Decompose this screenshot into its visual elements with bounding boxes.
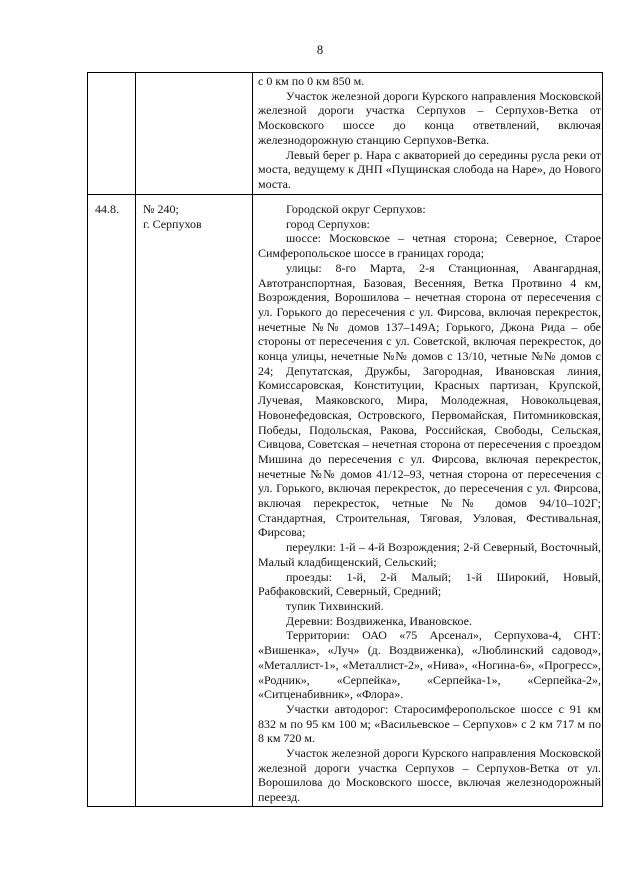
row-divider <box>87 194 603 195</box>
row-2-paragraph-7: тупик Тихвинский. <box>286 598 384 613</box>
row-2-paragraph-6: проезды: 1-й, 2-й Малый; 1-й Широкий, Новый, Рабфаковский, Северный, Средний; <box>258 569 601 599</box>
table-row <box>258 74 601 192</box>
row-2-paragraph-2: город Серпухов: <box>286 216 370 231</box>
table-border-bottom <box>87 806 603 807</box>
column-divider-1 <box>135 72 136 807</box>
column-divider-2 <box>252 72 253 807</box>
table-border-left <box>87 72 88 807</box>
district-cell <box>143 202 249 231</box>
page-number: 8 <box>316 43 324 57</box>
row-2-paragraph-1: Городской округ Серпухов: <box>286 202 426 216</box>
row-2-paragraph-5: переулки: 1-й – 4-й Возрождения; 2-й Северный, Восточный, Малый кладбищенский, Сельский; <box>258 540 601 569</box>
table-border-right <box>602 72 603 807</box>
row-2-paragraph-3: шоссе: Московское – четная сторона; Северное, Старое Симферопольское шоссе в границах города; <box>258 231 601 261</box>
district-town: г. Серпухов <box>143 216 202 231</box>
row-2-paragraph-9: Территории: ОАО «75 Арсенал», Серпухова-4, СНТ: «Вишенка», «Луч» (д. Воздвиженка), «Люблинский садовод», «Металлист-1», «Металлист-2», «Нива», «Ногина-6», «Прогресс», «Родник», «Серпейка», «Серпейка-1», «Серпейка-2», «Ситценабивник», «Флора». <box>258 628 601 702</box>
row-2-paragraph-11: Участок железной дороги Курского направления Московской железной дороги участка Серпухов – Серпухов-Ветка от ул. Ворошилова до Московского шоссе, включая железнодорожный переезд. <box>258 746 601 805</box>
row-1-paragraph-3: Левый берег р. Нара с акваторией до середины русла реки от моста, ведущему к ДНП «Пущинская слобода на Наре», до Нового моста. <box>258 147 601 191</box>
row-1-paragraph-1: с 0 км по 0 км 850 м. <box>258 74 365 88</box>
district-number: № 240; <box>143 202 179 216</box>
table <box>87 72 603 807</box>
row-2-paragraph-4: улицы: 8-го Марта, 2-я Станционная, Авангардная, Автотранспортная, Базовая, Весенняя, Ветка Протвино 4 км, Возрождения, Ворошилова – нечетная сторона от пересечения с ул. Горького до пересечения с ул. Фирсова, включая перекресток, нечетные №№ домов 137–149А; Горького, Джона Рида – обе стороны от пересечения с ул. Советской, включая перекресток, до конца улицы, нечетные №№ домов с 13/10, четные №№ домов с 24; Депутатская, Дружбы, Загородная, Ивановская линия, Комиссаровская, Конституции, Красных партизан, Крупской, Лучевая, Маяковского, Мира, Молодежная, Новокольцевая, Новонефедовская, Островского, Первомайская, Питомниковская, Победы, Подольская, Ракова, Российская, Свободы, Сельская, Сивцова, Советская – нечетная сторона от пересечения с проездом Мишина до пересечения с ул. Фирсова, включая перекресток, нечетные №№ домов 41/12–93, четная сторона от пересечения с ул. Горького, включая перекресток, до пересечения с ул. Фирсова, включая перекресток, четные №№ домов 94/10–102Г; Стандартная, Строительная, Тяговая, Узловая, Фестивальная, Фирсова; <box>258 260 601 540</box>
table-row <box>258 202 601 805</box>
row-1-paragraph-2: Участок железной дороги Курского направления Московской железной дороги участка Серпухов – Серпухов-Ветка от Московского шоссе до конца ответвлений, включая железнодорожную станцию Серпухов-Ветка. <box>258 88 601 147</box>
row-number: 44.8. <box>95 202 119 216</box>
table-border-top <box>87 72 603 73</box>
row-2-paragraph-10: Участки автодорог: Старосимферопольское шоссе с 91 км 832 м по 95 км 100 м; «Васильевское – Серпухов» с 2 км 717 м по 8 км 720 м. <box>258 701 601 746</box>
row-2-paragraph-8: Деревни: Воздвиженка, Ивановское. <box>286 613 472 628</box>
